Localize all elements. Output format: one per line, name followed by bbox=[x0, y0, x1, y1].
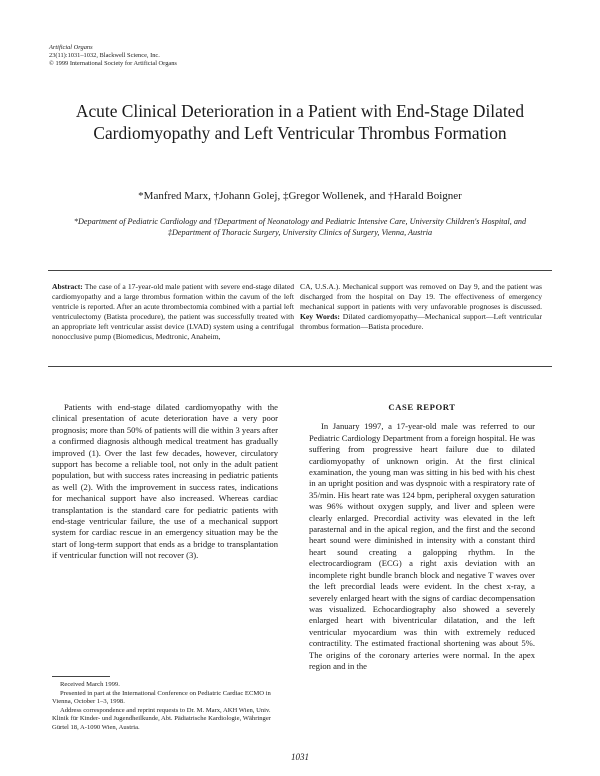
body-left-column bbox=[52, 402, 278, 562]
case-report-heading: CASE REPORT bbox=[388, 402, 456, 412]
abstract-right-column bbox=[300, 282, 542, 332]
page-number: 1031 bbox=[291, 752, 309, 762]
footnote-address: Address correspondence and reprint requests to Dr. M. Marx, AKH Wien, Univ. Klinik für Kinder- und Jugendheilkunde, Abt. Pädiatrische Kardiologie, Währinger Gürtel 18, A-1090 Wien, Austria. bbox=[52, 706, 271, 731]
intro-paragraph: Patients with end-stage dilated cardiomyopathy with the clinical presentation of acute deterioration have a very poor prognosis; more than 50% of patients will die within 3 years after a confirmed diagnosis although medical treatment has gradually improved (1). Over the last few decades, however, circulatory support has become a reliable tool, not only in the adult patient population, but with success rates increasing in pediatric patients as well (2). With the improvement in success rates, indications for mechanical support have also increased. Whereas cardiac transplantation is the standard care for pediatric patients with end-stage ventricular failure, the use of a mechanical support system for cardiac rescue in an emergency situation may be the start of long-term support that ends as a bridge to transplantation if ventricular function will not recover (3). bbox=[52, 402, 278, 561]
abstract-left-column bbox=[52, 282, 294, 341]
abstract-text-right: CA, U.S.A.). Mechanical support was removed on Day 9, and the patient was discharged from the hospital on Day 19. The effectiveness of emergency mechanical support in patients with very unfavorable prognoses is discussed. bbox=[300, 282, 542, 311]
footnotes bbox=[52, 681, 278, 733]
abstract-text-left: The case of a 17-year-old male patient with severe end-stage dilated cardiomyopathy and a large thrombus formation within the cavum of the left ventricle is reported. After an acute thrombectomia combined with a partial left ventriculectomy (Batista procedure), the patient was successfully treated with an appropriate left ventricular assist device (LVAD) system using a centrifugal nonocclusive pump (Biomedicus, Medtronic, Anaheim, bbox=[52, 282, 294, 341]
journal-header bbox=[49, 44, 177, 69]
keywords-label: Key Words: bbox=[300, 311, 340, 321]
article-authors: *Manfred Marx, †Johann Golej, ‡Gregor Wollenek, and †Harald Boigner bbox=[138, 190, 462, 202]
article-affiliations: *Department of Pediatric Cardiology and †Department of Neonatology and Pediatric Intensive Care, University Children's Hospital, and ‡Department of Thoracic Surgery, University Clinics of Surgery, Vienna, Austria bbox=[73, 217, 527, 237]
journal-copyright: © 1999 International Society for Artificial Organs bbox=[49, 60, 177, 68]
footnote-presented: Presented in part at the International Conference on Pediatric Cardiac ECMO in Vienna, October 1–3, 1998. bbox=[52, 689, 271, 706]
journal-name: Artificial Organs bbox=[49, 44, 93, 51]
body-right-column bbox=[309, 402, 535, 672]
abstract-top-rule bbox=[48, 270, 552, 271]
footnote-rule bbox=[52, 676, 110, 677]
abstract-bottom-rule bbox=[48, 366, 552, 367]
keywords-text: Dilated cardiomyopathy—Mechanical support—Left ventricular thrombus formation—Batista procedure. bbox=[300, 311, 542, 331]
article-title: Acute Clinical Deterioration in a Patient with End-Stage Dilated Cardiomyopathy and Left Ventricular Thrombus Formation bbox=[75, 101, 525, 143]
journal-citation: 23(11):1031–1032, Blackwell Science, Inc. bbox=[49, 52, 160, 60]
case-report-paragraph: In January 1997, a 17-year-old male was referred to our Pediatric Cardiology Department from a foreign hospital. He was suffering from progressive heart failure due to dilated cardiomyopathy of unknown origin. At the first clinical examination, the young man was sitting in his bed with his chest in an upright position and was dyspnoic with a respiratory rate of 35/min. His heart rate was 124 bpm, peripheral oxygen saturation was 96% without oxygen supply, and liver and spleen were clearly enlarged. Precordial activity was elevated in the left parasternal and in the apical region, and the first and the second heart sound were diminished in intensity with a constant third heart sound creating a galopping rhythm. In the electrocardiogram (ECG) a right axis deviation with an incomplete right bundle branch block and negative T waves over the left precordial leads were evident. In the chest x-ray, a severely enlarged heart with the signs of cardiac decompensation was visualized. Echocardiography also showed a severely enlarged heart with biventricular dilatation, and the left ventricular myocardium was thin with extremely reduced contractility. The estimated fractional shortening was about 5%. The origins of the coronary arteries were normal. In the apex region and in the bbox=[309, 421, 535, 671]
footnote-received: Received March 1999. bbox=[60, 681, 120, 688]
abstract-label: Abstract: bbox=[52, 282, 83, 291]
